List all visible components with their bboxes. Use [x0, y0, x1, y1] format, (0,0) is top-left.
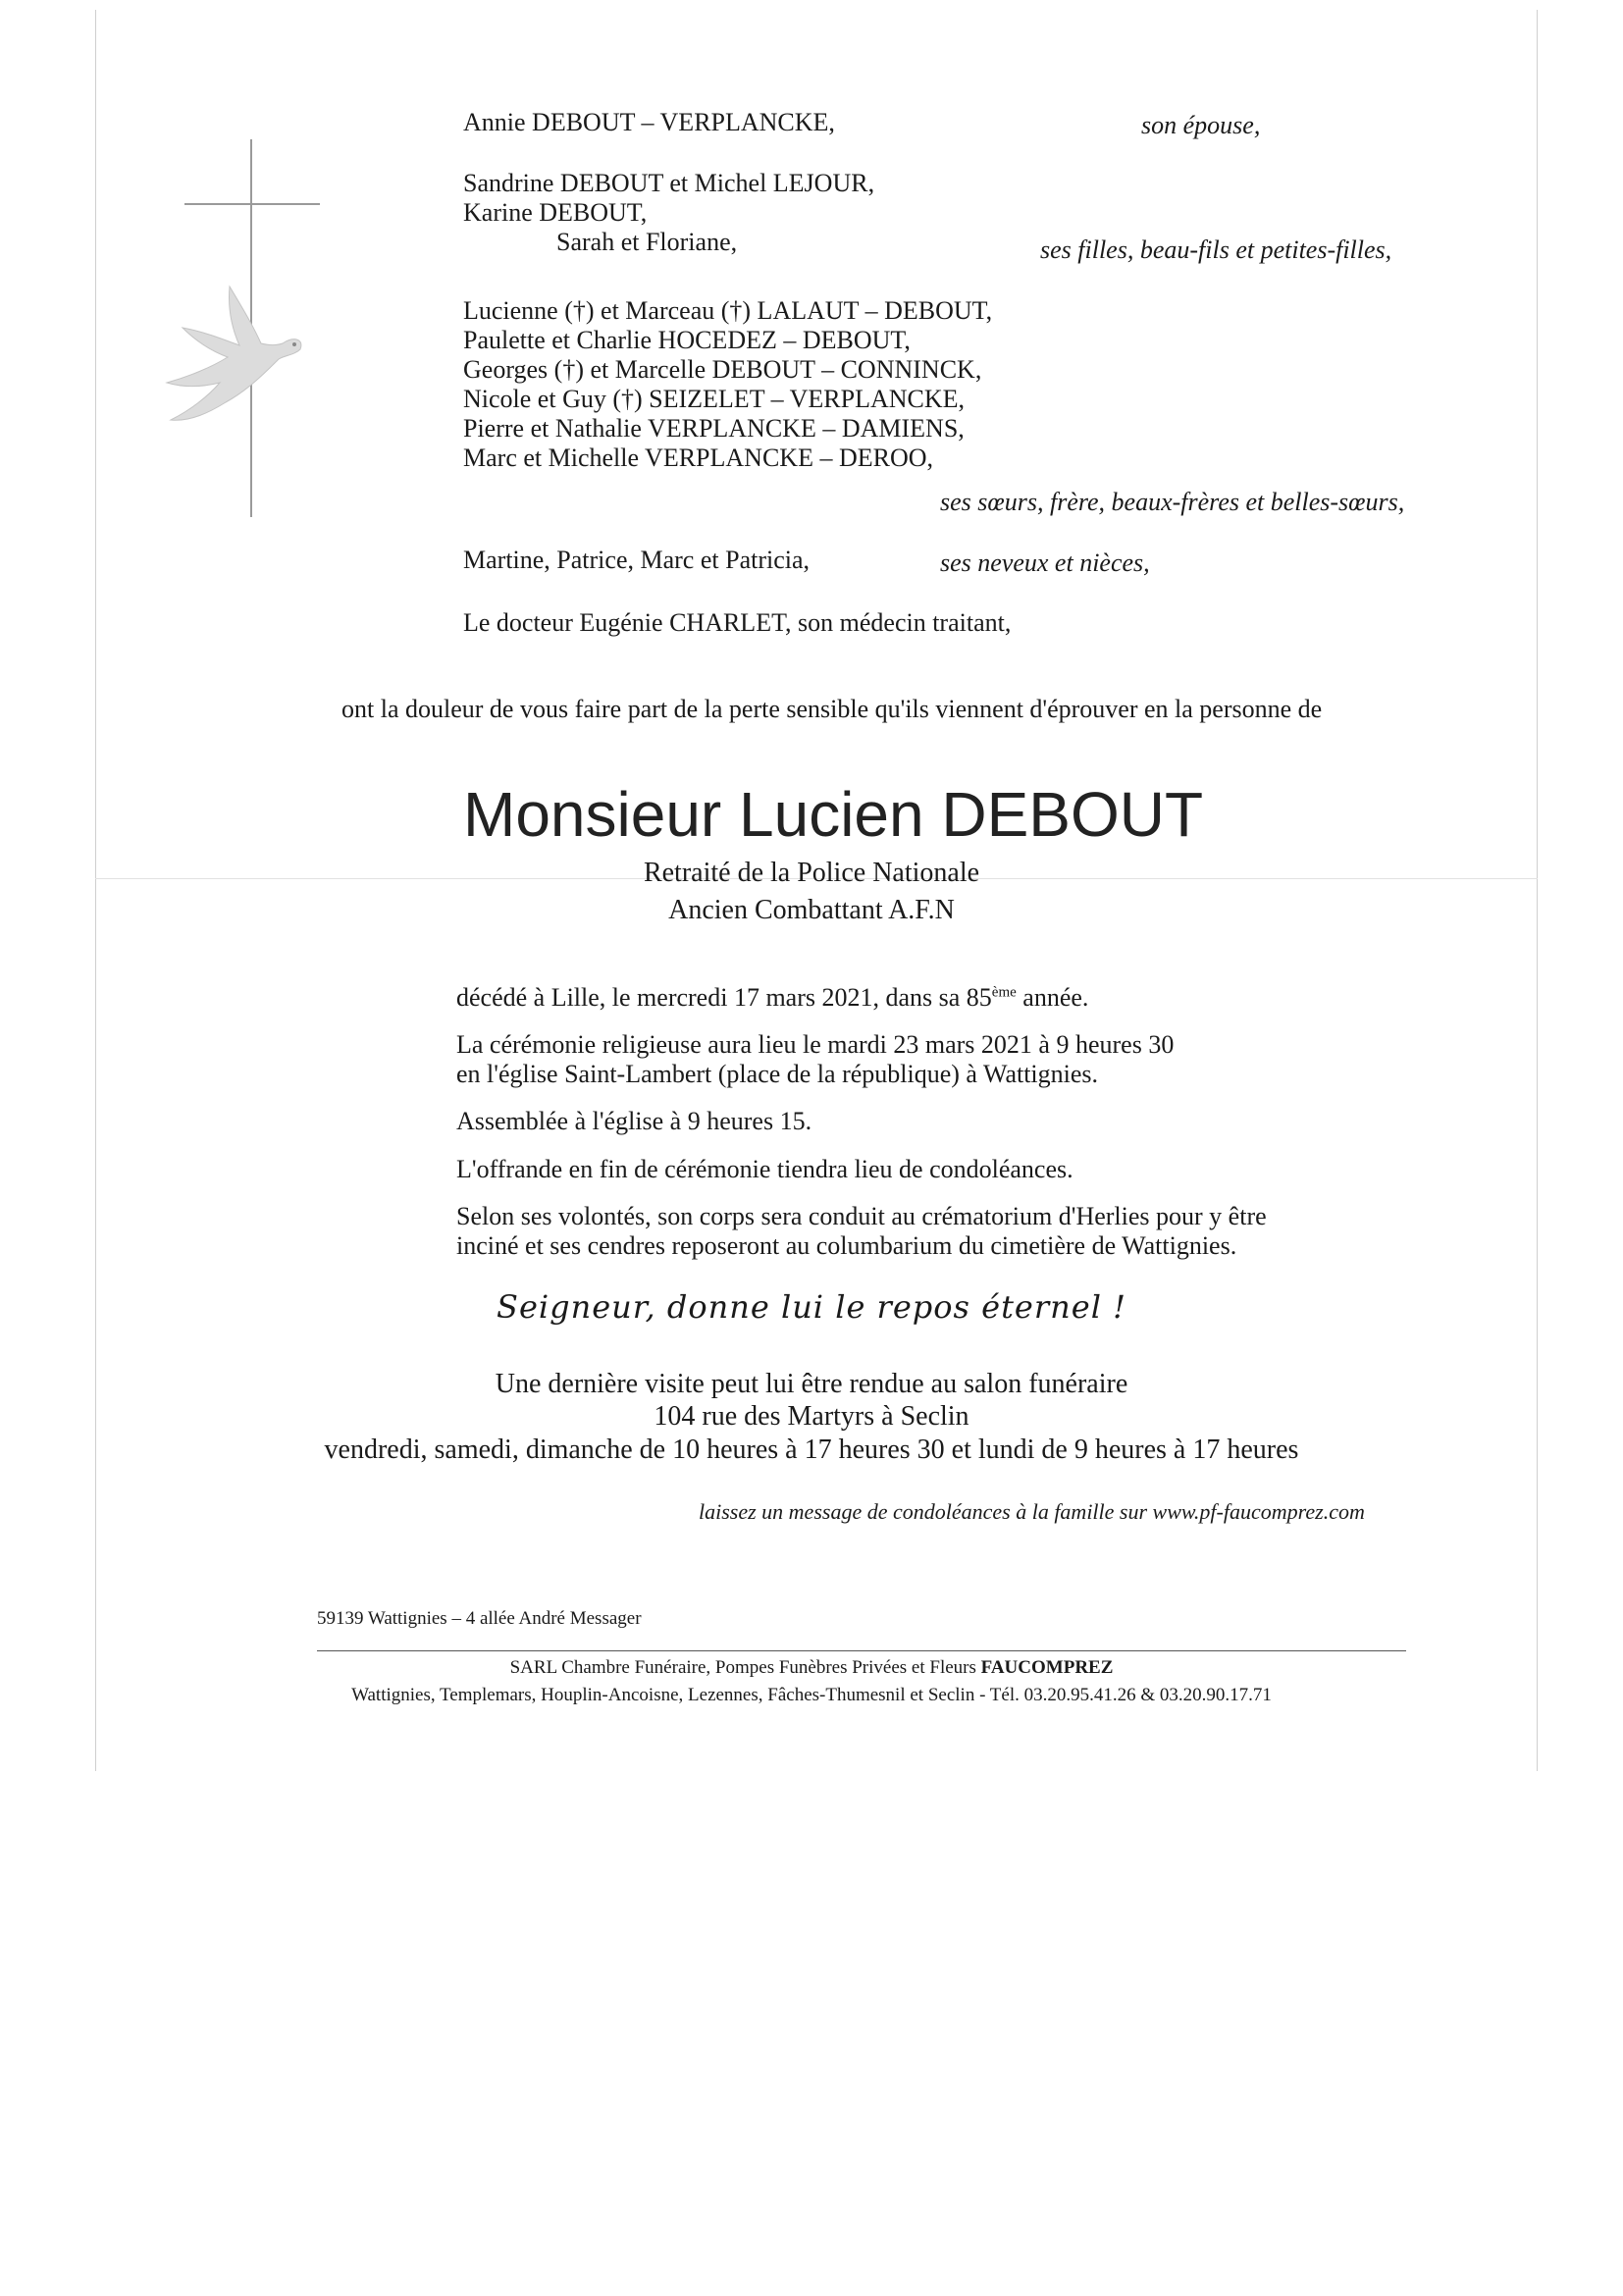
sibling-name: Nicole et Guy (†) SEIZELET – VERPLANCKE, — [463, 385, 966, 413]
sibling-name: Lucienne (†) et Marceau (†) LALAUT – DEBOUT, — [463, 296, 993, 325]
footer-company-text: SARL Chambre Funéraire, Pompes Funèbres Privées et Fleurs — [509, 1657, 981, 1678]
footer-company — [0, 1656, 1623, 1680]
prayer-text: Seigneur, donne lui le repos éternel ! — [497, 1288, 1126, 1326]
footer-divider — [317, 1650, 1406, 1651]
footer-locations: Wattignies, Templemars, Houplin-Ancoisne, Lezennes, Fâches-Thumesnil et Seclin - Tél. 03.20.95.41.26 & 03.20.90.17.71 — [351, 1685, 1272, 1705]
condolences-link[interactable]: laissez un message de condoléances à la famille sur www.pf-faucomprez.com — [699, 1499, 1365, 1524]
visit-line-1: Une dernière visite peut lui être rendue au salon funéraire — [495, 1369, 1128, 1399]
wishes-line-2: inciné et ses cendres reposeront au columbarium du cimetière de Wattignies. — [456, 1231, 1237, 1260]
child-name: Sandrine DEBOUT et Michel LEJOUR, — [463, 169, 875, 197]
children-role: ses filles, beau-fils et petites-filles, — [1040, 235, 1392, 264]
deceased-title-2: Ancien Combattant A.F.N — [668, 895, 955, 925]
nephews-names: Martine, Patrice, Marc et Patricia, — [463, 546, 811, 574]
cross-horizontal-bar — [184, 203, 320, 205]
visit-line-3: vendredi, samedi, dimanche de 10 heures à 17 heures 30 et lundi de 9 heures à 17 heures — [324, 1435, 1299, 1465]
deceased-name: Monsieur Lucien DEBOUT — [463, 779, 1204, 850]
ceremony-line-1: La cérémonie religieuse aura lieu le mardi 23 mars 2021 à 9 heures 30 — [456, 1030, 1175, 1059]
siblings-role: ses sœurs, frère, beaux-frères et belles-sœurs, — [940, 488, 1405, 516]
death-notice-end: année. — [1016, 983, 1089, 1012]
doctor-line: Le docteur Eugénie CHARLET, son médecin traitant, — [463, 608, 1012, 637]
page-edge-right — [1537, 10, 1538, 1771]
offering-line: L'offrande en fin de cérémonie tiendra lieu de condoléances. — [456, 1155, 1073, 1183]
visit-line-2: 104 rue des Martyrs à Seclin — [654, 1401, 969, 1432]
spouse-name: Annie DEBOUT – VERPLANCKE, — [463, 108, 835, 136]
assembly-line: Assemblée à l'église à 9 heures 15. — [456, 1107, 812, 1135]
sibling-name: Georges (†) et Marcelle DEBOUT – CONNINCK, — [463, 355, 982, 384]
page-edge-left — [95, 10, 96, 1771]
sibling-name: Marc et Michelle VERPLANCKE – DEROO, — [463, 444, 934, 472]
footer-company-brand: FAUCOMPREZ — [980, 1657, 1114, 1678]
sibling-name: Pierre et Nathalie VERPLANCKE – DAMIENS, — [463, 414, 965, 443]
nephews-role: ses neveux et nièces, — [940, 548, 1150, 577]
dove-icon — [157, 265, 314, 432]
grandchildren-names: Sarah et Floriane, — [556, 228, 738, 256]
death-notice-main: décédé à Lille, le mercredi 17 mars 2021, dans sa 85 — [456, 983, 992, 1012]
spouse-role: son épouse, — [1141, 111, 1261, 139]
child-name: Karine DEBOUT, — [463, 198, 648, 227]
deceased-title-1: Retraité de la Police Nationale — [643, 858, 980, 888]
death-notice-superscript: ème — [991, 984, 1017, 1001]
announcement-text: ont la douleur de vous faire part de la perte sensible qu'ils viennent d'éprouver en la personne de — [341, 695, 1323, 723]
ceremony-line-2: en l'église Saint-Lambert (place de la république) à Wattignies. — [456, 1060, 1099, 1088]
death-notice — [456, 983, 1088, 1013]
address-line: 59139 Wattignies – 4 allée André Messager — [317, 1608, 642, 1629]
sibling-name: Paulette et Charlie HOCEDEZ – DEBOUT, — [463, 326, 911, 354]
wishes-line-1: Selon ses volontés, son corps sera conduit au crématorium d'Herlies pour y être — [456, 1202, 1267, 1230]
